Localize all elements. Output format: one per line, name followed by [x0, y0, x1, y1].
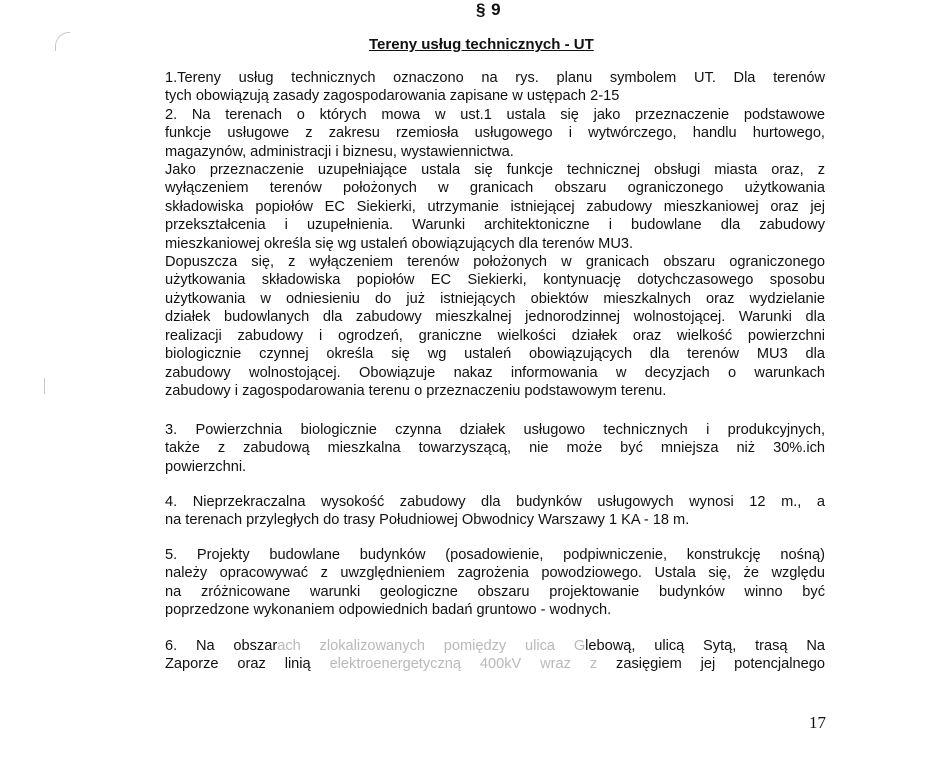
text-segment: zasięgiem jej potencjalnego: [616, 656, 825, 673]
section-number: § 9: [476, 0, 502, 19]
text-line: przekształcenia i uzupełnienia. Warunki architektoniczne i budowlane dla zabudowy: [165, 217, 825, 234]
text-line: Jako przeznaczenie uzupełniające ustala się funkcje technicznej obsługi miasta oraz, z: [165, 162, 825, 179]
text-segment: lebową, ulicą Sytą, trasą Na: [585, 638, 825, 654]
text-line: [165, 655, 825, 673]
section-heading: Tereny usług technicznych - UT: [369, 36, 594, 53]
paragraph-3: [165, 421, 825, 476]
text-line: 1.Tereny usług technicznych oznaczono na rys. planu symbolem UT. Dla terenów: [165, 70, 825, 86]
faded-text-segment: elektroenergetyczną 400kV wraz z: [329, 656, 598, 673]
text-line: działek budowlanych dla zabudowy mieszkalnej jednorodzinnej wolnostojącej. Warunki dla: [165, 309, 825, 326]
page-number: 17: [809, 713, 826, 732]
text-line: 2. Na terenach o których mowa w ust.1 ustala się jako przeznaczenie podstawowe: [165, 106, 825, 123]
text-line: na terenach przyległych do trasy Południowej Obwodnicy Warszawy 1 KA - 18 m.: [165, 512, 690, 529]
text-line: należy opracowywać z uwzględnieniem zagrożenia powodziowego. Ustala się, że względu: [165, 565, 825, 582]
text-line: 3. Powierzchnia biologicznie czynna działek usługowo technicznych i produkcyjnych,: [165, 422, 825, 438]
text-line: składowiska popiołów EC Siekierki, utrzymanie istniejącej zabudowy mieszkaniowej oraz jej: [165, 198, 825, 215]
paragraph-4: [165, 493, 825, 530]
text-line: magazynów, administracji i biznesu, wystawiennictwa.: [165, 143, 514, 160]
text-line: 4. Nieprzekraczalna wysokość zabudowy dla budynków usługowych wynosi 12 m., a: [165, 494, 825, 510]
scan-artifact-mark: [44, 378, 45, 394]
text-line: poprzedzone wykonaniem odpowiednich badań gruntowo - wodnych.: [165, 602, 612, 619]
text-line: Dopuszcza się, z wyłączeniem terenów położonych w granicach obszaru ograniczonego: [165, 254, 825, 271]
scan-artifact-mark: [55, 32, 70, 51]
text-line: użytkowania w odniesieniu do już istniejących obiektów mieszkalnych oraz wydzielanie: [165, 290, 825, 307]
text-line: realizacji zabudowy i ogrodzeń, graniczne wielkości działek oraz wielkość powierzchni: [165, 327, 825, 344]
faded-text-segment: ach zlokalizowanych pomiędzy ulica G: [277, 638, 586, 654]
text-line: zabudowy i zagospodarowania terenu o przeznaczeniu podstawowym terenu.: [165, 382, 667, 399]
text-line: na zróżnicowane warunki geologiczne obszaru projektowanie budynków winno być: [165, 583, 825, 600]
text-line: powierzchni.: [165, 458, 247, 475]
paragraph-6: [165, 637, 825, 674]
text-line: mieszkaniowej określa się wg ustaleń obowiązujących dla terenów MU3.: [165, 235, 634, 252]
text-line: biologicznie czynnej określa się wg ustaleń obowiązujących dla terenów MU3 dla: [165, 346, 825, 363]
text-line: także z zabudową mieszkalna towarzyszącą, nie może być mniejsza niż 30%.ich: [165, 440, 825, 457]
text-line: tych obowiązują zasady zagospodarowania zapisane w ustępach 2-15: [165, 88, 620, 105]
text-line: zabudowy wolnostojącej. Obowiązuje nakaz informowania w decyzjach o warunkach: [165, 364, 825, 381]
text-line: funkcje usługowe z zakresu rzemiosła usługowego i wytwórczego, handlu hurtowego,: [165, 125, 825, 142]
paragraph-1-2: [165, 69, 825, 400]
text-segment: Zaporze oraz linią: [165, 656, 311, 673]
paragraph-5: [165, 546, 825, 620]
text-segment: 6. Na obszar: [165, 638, 278, 654]
text-line: wyłączeniem terenów położonych w granicach obszaru ograniczonego użytkowania: [165, 180, 825, 197]
text-line: 5. Projekty budowlane budynków (posadowienie, podpiwniczenie, konstrukcję nośną): [165, 547, 825, 563]
text-line: użytkowania składowiska popiołów EC Siekierki, kontynuację dotychczasowego sposobu: [165, 272, 825, 289]
text-line: [165, 637, 825, 655]
